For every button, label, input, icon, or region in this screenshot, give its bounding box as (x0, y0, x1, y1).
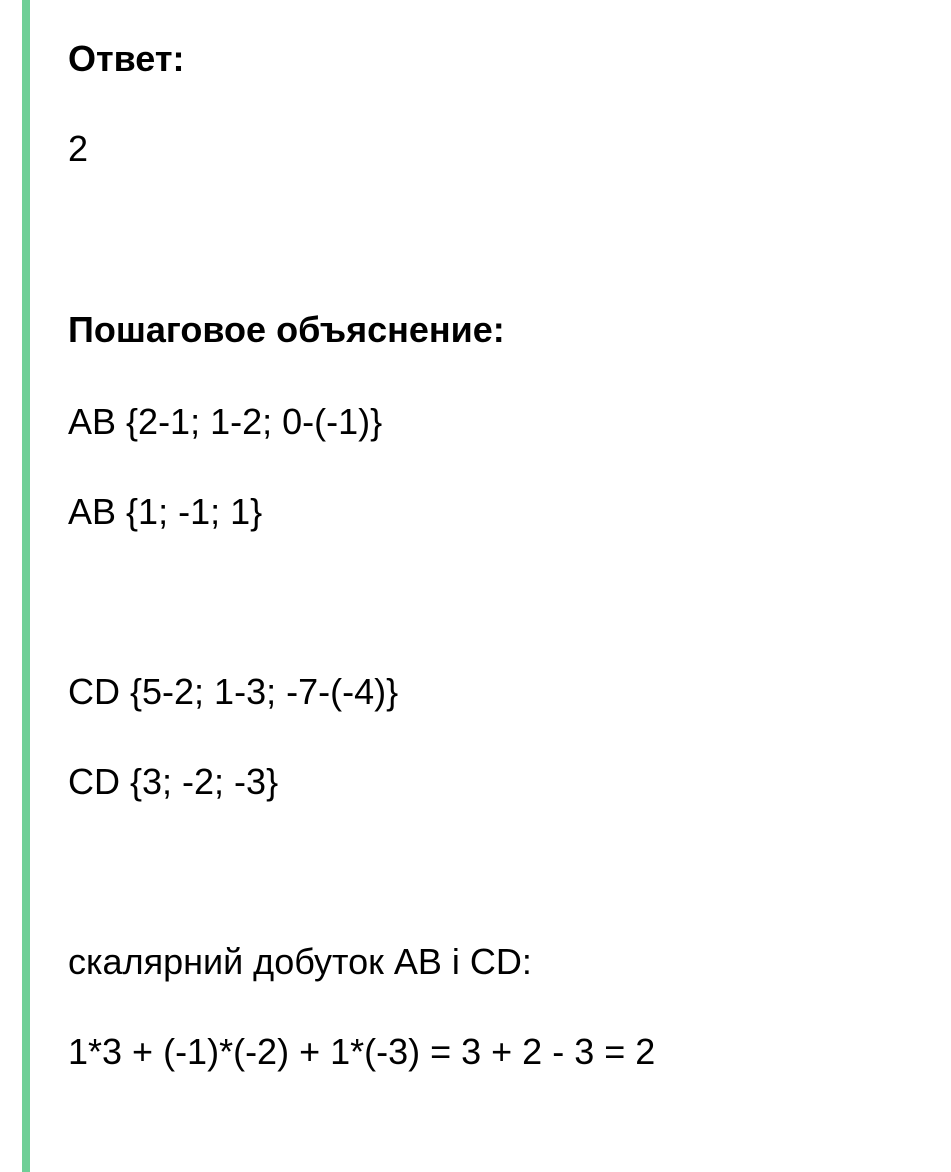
answer-heading: Ответ: (68, 38, 185, 79)
step-line: AB {1; -1; 1} (68, 491, 263, 532)
step-line: CD {5-2; 1-3; -7-(-4)} (68, 671, 399, 712)
explanation-heading: Пошаговое объяснение: (68, 309, 505, 350)
accent-bar (22, 0, 30, 1172)
step-line: скалярний добуток AB і CD: (68, 941, 532, 982)
step-line: CD {3; -2; -3} (68, 761, 279, 802)
step-line: 1*3 + (-1)*(-2) + 1*(-3) = 3 + 2 - 3 = 2 (68, 1031, 656, 1072)
step-line: AB {2-1; 1-2; 0-(-1)} (68, 401, 383, 442)
answer-value: 2 (68, 128, 89, 169)
